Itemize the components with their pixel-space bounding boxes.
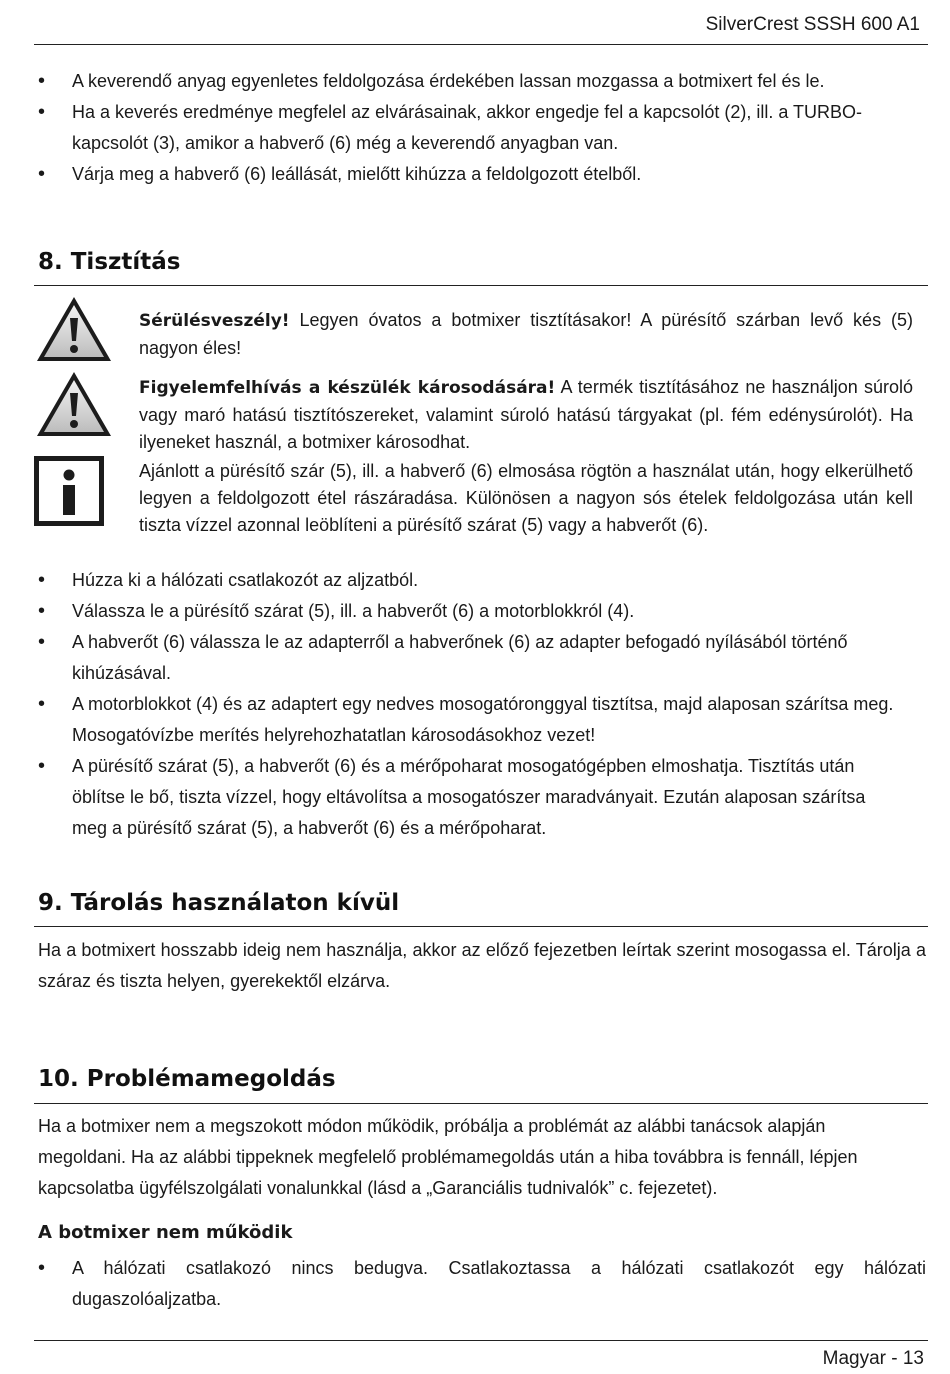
warning-damage-text: A termék tisztításához ne használjon súroló vagy maró hatású tisztítószereket, valamint súroló hatású tárgyakat (pl. fém edénysúrolót). Ha ilyeneket használ, a botmixer károsodhat. [139, 377, 913, 452]
bullet-marker: • [38, 1257, 46, 1279]
list-item: • Ha a keverés eredménye megfelel az elvárásainak, akkor engedje fel a kapcsolót (2), ill. a TURBO-kapcsolót (3), amikor a habverő (6) még a keverendő anyagban van. [34, 97, 898, 159]
cleaning-bullet-list [34, 565, 898, 844]
header-rule [34, 44, 928, 45]
list-item: • A motorblokkot (4) és az adaptert egy nedves mosogatóronggyal tisztítsa, majd alaposan szárítsa meg. Mosogatóvízbe merítés helyrehozhatatlan károsodásokhoz vezet! [34, 689, 898, 751]
list-item: • A keverendő anyag egyenletes feldolgozása érdekében lassan mozgassa a botmixert fel és le. [34, 66, 898, 97]
section-9-text: Ha a botmixert hosszabb ideig nem használja, akkor az előző fejezetben leírtak szerint mosogassa el. Tárolja a száraz és tiszta helyen, gyerekektől elzárva. [38, 940, 926, 991]
warning-injury-lead: Sérülésveszély! [139, 311, 290, 331]
subheading-not-working: A botmixer nem működik [38, 1222, 293, 1243]
intro-bullet-list [34, 66, 898, 190]
troubleshoot-line-2: dugaszolóaljzatba. [72, 1289, 222, 1309]
section-10-text: Ha a botmixer nem a megszokott módon működik, próbálja a problémát az alábbi tanácsok alapján megoldani. Ha az alábbi tippeknek megfelelő problémamegoldás után a hiba továbbra is fennáll, lépjen kapcsolatba ügyfélszolgálati vonalunkkal (lásd a „Garanciális tudnivalók” c. fejezetet). [38, 1116, 858, 1198]
warning-damage [139, 374, 913, 456]
list-item: • Húzza ki a hálózati csatlakozót az aljzatból. [34, 565, 898, 596]
warning-damage-lead: Figyelemfelhívás a készülék károsodására! [139, 378, 556, 398]
list-item: • A pürésítő szárat (5), a habverőt (6) és a mérőpoharat mosogatógépben elmoshatja. Tisztítás után öblítse le bő, tiszta vízzel, hogy eltávolítsa a mosogatószer maradványait. Ezután alaposan szárítsa meg a pürésítő szárat (5), a habverőt (6) és a mérőpoharat. [34, 751, 898, 844]
list-item: • Válassza le a pürésítő szárat (5), ill. a habverőt (6) a motorblokkról (4). [34, 596, 898, 627]
list-item: • Várja meg a habverő (6) leállását, mielőtt kihúzza a feldolgozott ételből. [34, 159, 898, 190]
header-title: SilverCrest SSSH 600 A1 [705, 14, 920, 35]
section-10-heading: 10. Problémamegoldás [38, 1066, 336, 1092]
warning-triangle-icon [34, 369, 114, 439]
troubleshoot-bullet [34, 1253, 926, 1315]
warning-injury [139, 307, 913, 362]
section-9-heading: 9. Tárolás használaton kívül [38, 890, 400, 916]
warning-triangle-icon [34, 294, 114, 364]
info-icon [34, 456, 104, 526]
section-8-rule [34, 285, 928, 286]
section-9-rule [34, 926, 928, 927]
section-10-rule [34, 1103, 928, 1104]
troubleshoot-line-1: A hálózati csatlakozó nincs bedugva. Csatlakoztassa a hálózati csatlakozót egy hálózati [72, 1258, 926, 1278]
footer-rule [34, 1340, 928, 1341]
list-item: • A habverőt (6) válassza le az adapterről a habverőnek (6) az adapter befogadó nyílásából történő kihúzásával. [34, 627, 898, 689]
warning-injury-text: Legyen óvatos a botmixer tisztításakor! A pürésítő szárban levő kés (5) nagyon éles! [139, 310, 913, 358]
info-note: Ajánlott a pürésítő szár (5), ill. a habverő (6) elmosása rögtön a használat után, hogy elkerülhető legyen a feldolgozott étel rászáradása. Különösen a nagyon sós ételek feldolgozása után kell tiszta vízzel azonnal leöblíteni a pürésítő szárat (5) vagy a habverőt (6). [139, 461, 913, 535]
footer-page-label: Magyar - 13 [822, 1348, 924, 1369]
section-8-heading: 8. Tisztítás [38, 249, 181, 275]
